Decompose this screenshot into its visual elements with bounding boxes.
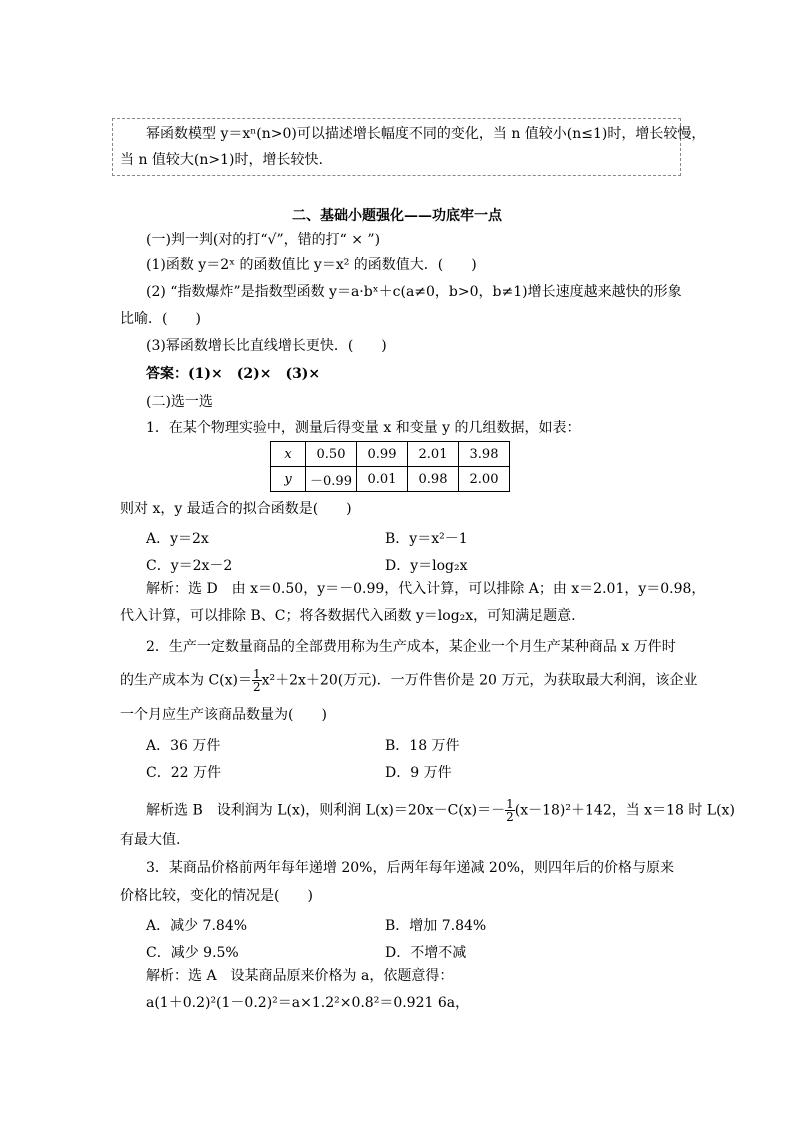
table-cell: y	[271, 467, 306, 492]
problem1-solution-line2: 代入计算，可以排除 B、C；将各数据代入函数 y＝log₂x，可知满足题意.	[120, 608, 576, 624]
problem3-stem-line1: 3．某商品价格前两年每年递增 20%，后两年每年递减 20%，则四年后的价格与原来	[146, 860, 675, 876]
table-cell: 2.01	[408, 442, 459, 467]
table-cell: 0.50	[306, 442, 357, 467]
table-row-x	[271, 442, 510, 467]
problem1-option-d: D．y＝log₂x	[385, 558, 468, 574]
fraction	[505, 798, 515, 823]
data-table	[270, 441, 510, 492]
fraction-denominator: 2	[252, 680, 261, 694]
table-cell: x	[271, 442, 306, 467]
table-cell: 0.98	[408, 467, 459, 492]
problem2-stem-line2	[120, 668, 697, 693]
section-title: 二、基础小题强化——功底牢一点	[292, 208, 502, 224]
fraction-denominator: 2	[506, 810, 514, 824]
part2-heading: (二)选一选	[146, 394, 213, 410]
problem2-stem-line3: 一个月应生产该商品数量为( )	[120, 707, 327, 723]
summary-line-1: 幂函数模型 y＝xⁿ(n>0)可以描述增长幅度不同的变化，当 n 值较小(n≤1)时，增长较慢，	[146, 126, 706, 142]
problem1-option-a: A．y＝2x	[146, 531, 209, 547]
problem2-stem-text-a: 的生产成本为 C(x)＝	[120, 672, 252, 689]
problem3-stem-line2: 价格比较，变化的情况是( )	[120, 888, 313, 904]
problem2-solution-line1	[146, 798, 735, 823]
fraction-numerator: 1	[252, 667, 261, 681]
problem2-option-b: B．18 万件	[385, 738, 460, 754]
problem2-option-d: D．9 万件	[385, 765, 452, 781]
judge-item-3: (3)幂函数增长比直线增长更快．( )	[146, 338, 387, 354]
judge-item-2-line2: 比喻．( )	[120, 311, 201, 327]
problem3-solution-line1: 解析：选 A 设某商品原来价格为 a，依题意得：	[146, 968, 454, 984]
problem3-option-d: D．不增不减	[385, 945, 467, 961]
problem3-option-c: C．减少 9.5%	[146, 945, 239, 961]
problem2-stem-line1: 2．生产一定数量商品的全部费用称为生产成本，某企业一个月生产某种商品 x 万件时	[146, 639, 676, 655]
fraction	[252, 668, 262, 693]
part1-heading: (一)判一判(对的打“√”，错的打“ × ”)	[146, 232, 381, 248]
table-cell: 0.99	[357, 442, 408, 467]
table-cell: 0.01	[357, 467, 408, 492]
problem3-solution-line2: a(1＋0.2)²(1－0.2)²＝a×1.2²×0.8²＝0.921 6a，	[146, 995, 470, 1011]
problem2-stem-text-b: x²＋2x＋20(万元)．一万件售价是 20 万元，为获取最大利润，该企业	[261, 672, 698, 689]
judge-answer: 答案：(1)× (2)× (3)×	[146, 366, 321, 382]
problem2-solution-text-b: (x－18)²＋142，当 x＝18 时 L(x)	[514, 802, 735, 819]
problem1-solution-line1: 解析：选 D 由 x＝0.50，y＝－0.99，代入计算，可以排除 A；由 x＝2.01，y＝0.98，	[146, 581, 706, 597]
problem3-option-a: A．减少 7.84%	[146, 918, 248, 934]
table-cell: 2.00	[459, 467, 510, 492]
problem1-option-c: C．y＝2x－2	[146, 558, 233, 574]
table-row-y	[271, 467, 510, 492]
problem1-question: 则对 x，y 最适合的拟合函数是( )	[120, 501, 352, 517]
summary-line-2: 当 n 值较大(n>1)时，增长较快.	[120, 152, 323, 168]
problem1-option-b: B．y＝x²－1	[385, 531, 468, 547]
problem2-option-a: A．36 万件	[146, 738, 221, 754]
fraction-numerator: 1	[506, 797, 514, 811]
problem2-solution-text-a: 解析选 B 设利润为 L(x)，则利润 L(x)＝20x－C(x)＝－	[146, 802, 506, 819]
table-cell: 3.98	[459, 442, 510, 467]
table-cell: －0.99	[306, 467, 357, 492]
problem1-stem: 1．在某个物理实验中，测量后得变量 x 和变量 y 的几组数据，如表：	[146, 420, 581, 436]
problem3-option-b: B．增加 7.84%	[385, 918, 487, 934]
judge-item-2-line1: (2) “指数爆炸”是指数型函数 y＝a·bˣ＋c(a≠0，b>0，b≠1)增长速度越来越快的形象	[146, 284, 682, 300]
problem2-option-c: C．22 万件	[146, 765, 221, 781]
judge-item-1: (1)函数 y＝2ˣ 的函数值比 y＝x² 的函数值大．( )	[146, 257, 477, 273]
problem2-solution-line2: 有最大值.	[120, 832, 181, 848]
